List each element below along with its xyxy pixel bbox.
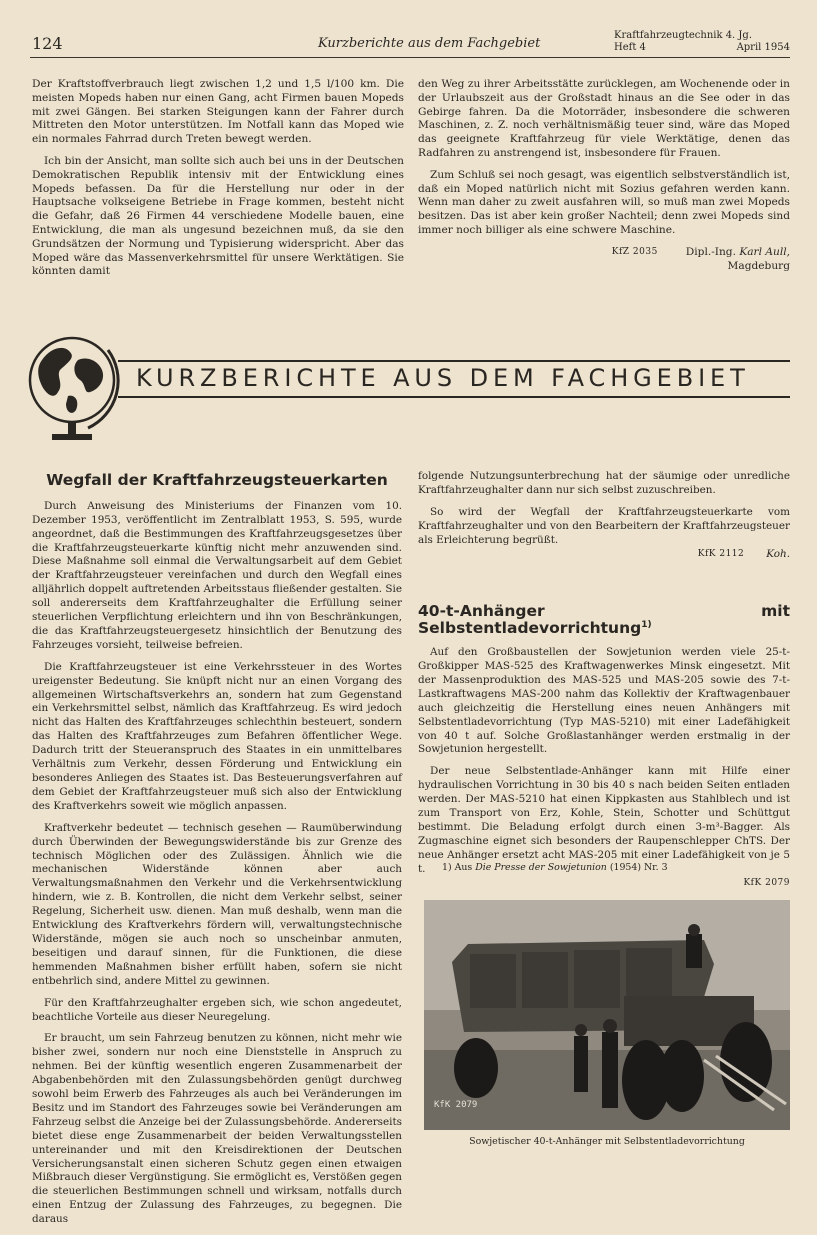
author-city: Magdeburg: [727, 259, 790, 272]
article2-signoff: [418, 877, 790, 891]
article2-title-text: 40-t-Anhänger mit Selbstentladevorrichtung: [418, 602, 790, 638]
author-name: Karl Aull,: [739, 245, 790, 258]
article-code: KfZ 2035: [611, 246, 658, 257]
paragraph: Für den Kraftfahrzeughalter ergeben sich, wie schon angedeutet, beachtliche Vorteile aus dieser Neuregelung.: [32, 996, 402, 1023]
paragraph: Auf den Großbaustellen der Sowjetunion werden viele 25-t-Großkipper MAS-525 des Kraftwagenwerkes Minsk eingesetzt. Mit der Massenproduktion des MAS-525 und MAS-205 sowie des 7-t-Lastkraftwagens MAS-200 nahm das Kollektiv der Kraftwagenbauer auch gleichzeitig die Herstellung eines neuen Anhängers mit Selbstentladevorrichtung (Typ MAS-5210) mit einer Ladefähigkeit von 40 t auf. Solche Großlastanhänger werden erstmalig in der Sowjetunion hergestellt.: [418, 646, 790, 756]
paragraph: folgende Nutzungsunterbrechung hat der säumige oder unredliche Kraftfahrzeughalter dann nur sich selbst zuzuschreiben.: [418, 470, 790, 496]
top-article-left-column: [32, 78, 404, 287]
author-prefix: Dipl.-Ing.: [685, 245, 736, 258]
paragraph: Der Kraftstoffverbrauch liegt zwischen 1,2 und 1,5 l/100 km. Die meisten Mopeds haben nur einen Gang, acht Firmen bauen Mopeds mit zwei Gängen. Bei starken Steigungen kann der Fahrer durch Mittreten den Motor unterstützen. Im Notfall kann das Moped wie ein normales Fahrrad durch Treten bewegt werden.: [32, 78, 404, 146]
running-title: Kurzberichte aus dem Fachgebiet: [318, 36, 541, 51]
footnote-mark: 1): [641, 620, 652, 631]
article2-title: [418, 602, 790, 638]
paragraph: Die Kraftfahrzeugsteuer ist eine Verkehrssteuer in des Wortes ureigenster Bedeutung. Sie knüpft nicht nur an einen Vorgang des allgemeinen Wirtschaftsverkehrs an, sondern hat zum Gegenstand ein Verkehrsmittel selbst, nämlich das Kraftfahrzeug. Es wird jedoch nicht das Halten des Kraftfahrzeuges schlechthin besteuert, sondern das Halten des Kraftfahrzeuges zum Befahren öffentlicher Wege. Dadurch tritt der Steueranspruch des Staates in ein unmittelbares Verhältnis zum Verkehr, dessen Förderung und Entwicklung ein besonderes Anliegen des Staates ist. Das Besteuerungsverfahren auf dem Gebiet der Kraftfahrzeugsteuer muß sich also der Entwicklung des Kraftverkehrs soweit wie möglich anpassen.: [32, 660, 402, 812]
banner-rule-bottom: [118, 396, 790, 398]
globe-icon: [20, 330, 130, 445]
footnote: [442, 862, 668, 873]
paragraph: So wird der Wegfall der Kraftfahrzeugsteuerkarte vom Kraftfahrzeughalter und von den Bearbeitern der Kraftfahrzeugsteuer als Erleichterung begrüßt.: [418, 505, 790, 546]
header-rule: [30, 57, 790, 58]
paragraph: Durch Anweisung des Ministeriums der Finanzen vom 10. Dezember 1953, veröffentlicht im Zentralblatt 1953, S. 595, wurde angeordnet, daß die Bestimmungen des Kraftfahrzeugsgesetzes über die Kraftfahrzeugsteuerkarte künftig nicht mehr anzuwenden sind. Diese Maßnahme soll einmal die Verwaltungsarbeit auf dem Gebiet der Kraftfahrzeugsteuer vereinfachen und durch den Wegfall eines alljährlich doppelt auftretenden Arbeitsstaus fließender gestalten. Sie soll andererseits dem Kraftfahrzeughalter die Erfüllung seiner steuerlichen Verpflichtung erleichtern und ihn von Beschränkungen, die das Kraftfahrzeugsteuergesetz hinsichtlich der Benutzung des Fahrzeuges vorsieht, teilweise befreien.: [32, 499, 402, 651]
paragraph: Kraftverkehr bedeutet — technisch gesehen — Raumüberwindung durch Überwinden der Bewegungswiderstände bis zur Grenze des technisch Möglichen oder des Zulässigen. Ähnlich wie die mechanischen Widerstände können aber auch Verwaltungsmaßnahmen den Verkehr und die Verkehrsentwicklung hindern, wie z. B. Kontrollen, die nicht dem Verkehr selbst, seiner Regelung, Sicherheit usw. dienen. Man muß deshalb, wenn man die Entwicklung des Kraftverkehrs fördern will, verwaltungstechnische Widerstände, mögen sie auch noch so unscheinbar anmuten, beseitigen und darauf sinnen, für die Funktionen, die diese hemmenden Maßnahmen bisher erfüllt haben, sofern sie nicht entbehrlich sind, andere Mittel zu gewinnen.: [32, 821, 402, 987]
journal-issue: Heft 4: [614, 42, 646, 53]
footnote-source: Die Presse der Sowjetunion: [475, 862, 607, 873]
section-banner-title: KURZBERICHTE AUS DEM FACHGEBIET: [136, 364, 750, 392]
trailer-photo: [424, 900, 790, 1130]
article1-title: Wegfall der Kraftfahrzeugsteuerkarten: [46, 471, 388, 489]
top-article-right-column: [418, 78, 790, 273]
journal-info: [614, 30, 790, 54]
paragraph: Der neue Selbstentlade-Anhänger kann mit Hilfe einer hydraulischen Vorrichtung in 30 bis 40 s nach beiden Seiten entladen werden. Der MAS-5210 hat einen Kippkasten aus Stahlblech und ist zum Transport von Erz, Kohle, Stein, Schotter und Schüttgut bestimmt. Die Beladung erfolgt durch einen 3-m³-Bagger. Als Zugmaschine eignet sich besonders der Raupenschlepper ChTS. Der neue Anhänger ersetzt acht MAS-205 mit einer Ladefähigkeit von je 5 t.: [418, 765, 790, 875]
author-signature: [418, 246, 790, 274]
paragraph: Er braucht, um sein Fahrzeug benutzen zu können, nicht mehr wie bisher zwei, sondern nur noch eine Dienststelle in Anspruch zu nehmen. Bei der künftig wesentlich engeren Zusammenarbeit der Abgabenbehörden mit den Zulassungsbehörden genügt durchweg sowohl beim Erwerb des Fahrzeuges als auch bei Veränderungen im Besitz und im Standort des Fahrzeuges sowie bei Veränderungen am Fahrzeug selbst die Anzeige bei der Zulassungsbehörde. Andererseits bietet diese enge Zusammenarbeit der beiden Verwaltungsstellen untereinander und mit den Kreisdirektionen der Deutschen Versicherungsanstalt einen sicheren Schutz gegen einen etwaigen Mißbrauch dieser Vergünstigung. Sie ermöglicht es, Verstößen gegen die steuerlichen Bestimmungen schnell und wirksam, notfalls durch einen Entzug der Zulassung des Fahrzeuges, zu begegnen. Die daraus: [32, 1032, 402, 1226]
page-number: 124: [32, 34, 63, 53]
paragraph: den Weg zu ihrer Arbeitsstätte zurücklegen, am Wochenende oder in der Urlaubszeit aus der Großstadt hinaus an die See oder in das Gebirge fahren. Da die Motorräder, insbesondere die schweren Maschinen, z. Z. noch verhältnismäßig teuer sind, wäre das Moped das geeignete Kraftfahrzeug für viele Werktätige, denen das Radfahren zu anstrengend ist, insbesondere für Frauen.: [418, 78, 790, 159]
photo-label: KfK 2079: [434, 1100, 478, 1110]
article1-column: [32, 471, 402, 1235]
article1-signoff: [418, 548, 790, 562]
paragraph: Ich bin der Ansicht, man sollte sich auch bei uns in der Deutschen Demokratischen Republik intensiv mit der Entwicklung eines Mopeds befassen. Da für die Herstellung nur oder in der Hauptsache volkseigene Betriebe in Frage kommen, besteht nicht die Gefahr, daß 26 Firmen 44 verschiedene Modelle bauen, eine Entwicklung, die man als ungesund bezeichnen muß, da sie den Grundsätzen der Normung und Typisierung widerspricht. Aber das Moped wäre das Massenverkehrsmittel für unsere Werktätigen. Sie könnten damit: [32, 154, 404, 278]
article-code: KfK 2112: [697, 548, 745, 559]
author-block: [686, 246, 790, 274]
article-code: KfK 2079: [743, 877, 790, 888]
article-author: Koh.: [766, 547, 790, 560]
paragraph: Zum Schluß sei noch gesagt, was eigentlich selbstverständlich ist, daß ein Moped natürlich nicht mit Sozius gefahren werden kann. Wenn man daher zu zweit ausfahren will, so muß man zwei Mopeds besitzen. Das ist aber kein großer Nachteil; denn zwei Mopeds sind immer noch billiger als eine schwere Maschine.: [418, 168, 790, 236]
footnote-prefix: 1) Aus: [442, 862, 473, 873]
journal-date: April 1954: [736, 42, 790, 53]
banner-rule-top: [118, 360, 790, 362]
journal-name: Kraftfahrzeugtechnik 4. Jg.: [614, 30, 753, 41]
photo-caption: Sowjetischer 40-t-Anhänger mit Selbstentladevorrichtung: [469, 1136, 745, 1147]
right-column: [418, 470, 790, 898]
footnote-suffix: (1954) Nr. 3: [609, 862, 668, 873]
